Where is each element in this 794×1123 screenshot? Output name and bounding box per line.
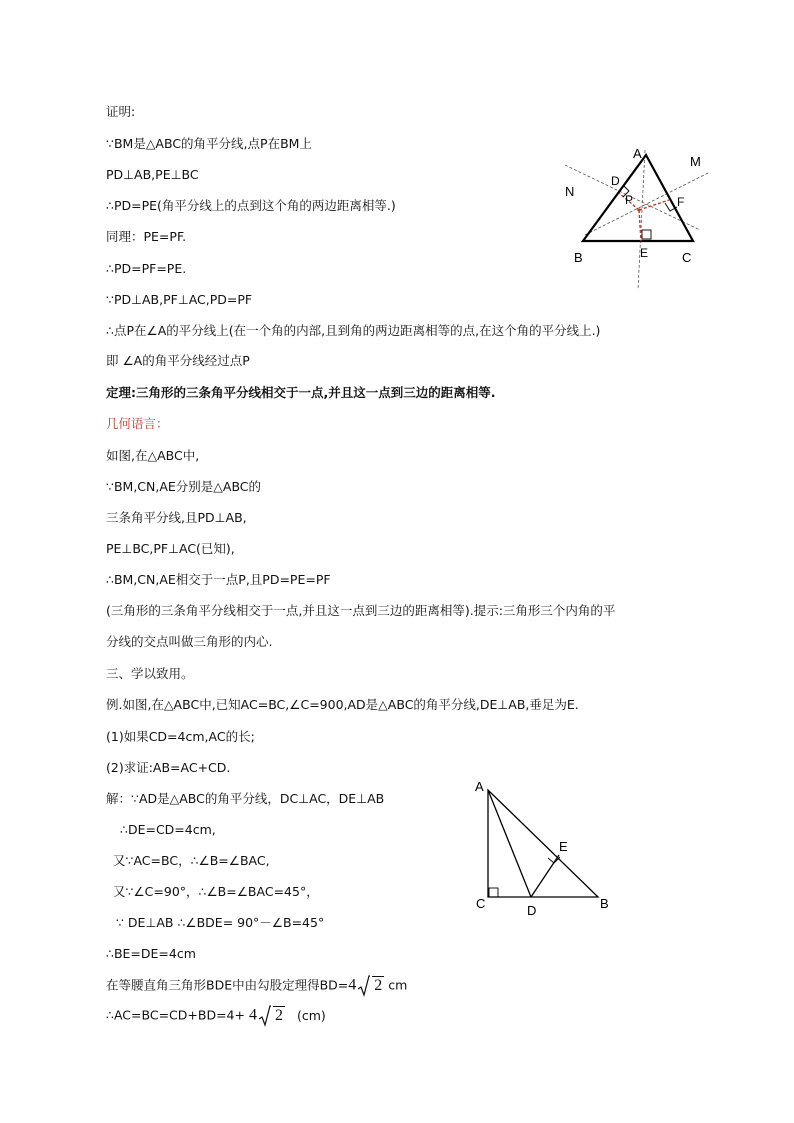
ac-coefficient: 4: [248, 1006, 257, 1024]
solution-line: 解：∵AD是△ABC的角平分线，DC⊥AC，DE⊥AB: [106, 791, 385, 806]
geometry-line: ∴BM,CN,AE相交于一点P,且PD=PE=PF: [106, 572, 331, 587]
label-e: E: [559, 839, 568, 854]
proof-line: ∴PD=PE(角平分线上的点到这个角的两边距离相等.): [106, 198, 396, 213]
label-a: A: [475, 779, 484, 794]
sqrt-symbol: [358, 975, 370, 997]
bd-radicand: 2: [374, 976, 383, 994]
solution-line: 又∵AC=BC，∴∠B=∠BAC,: [113, 853, 270, 868]
proof-line: ∴点P在∠A的平分线上(在一个角的内部,且到角的两边距离相等的点,在这个角的平分线上.): [106, 323, 601, 338]
solution-line: 又∵∠C=90°，∴∠B=∠BAC=45°，: [113, 884, 319, 899]
figure-right-triangle: [470, 775, 620, 920]
bd-coefficient: 4: [348, 976, 357, 994]
geometry-language-heading: 几何语言：: [106, 416, 169, 431]
sqrt-symbol: [259, 1005, 271, 1027]
ac-prefix: ∴AC=BC=CD+BD=4+: [106, 1007, 245, 1023]
proof-line: PD⊥AB,PE⊥BC: [106, 167, 199, 182]
label-n: N: [565, 184, 575, 199]
label-f: F: [677, 195, 685, 209]
bd-prefix: 在等腰直角三角形BDE中由勾股定理得BD=: [106, 977, 349, 993]
theorem-statement: 定理:三角形的三条角平分线相交于一点,并且这一点到三边的距离相等.: [106, 385, 496, 400]
geometry-line: (三角形的三条角平分线相交于一点,并且这一点到三边的距离相等).提示:三角形三个内角的平: [106, 603, 616, 618]
proof-title: 证明:: [106, 104, 136, 119]
label-b: B: [574, 250, 583, 265]
example-statement: 例.如图,在△ABC中,已知AC=BC,∠C=900,AD是△ABC的角平分线,DE⊥AB,垂足为E.: [106, 697, 579, 712]
bd-formula-line: [106, 975, 407, 997]
proof-line: ∵PD⊥AB,PF⊥AC,PD=PF: [106, 292, 253, 307]
label-p: P: [625, 193, 634, 207]
segment-de: [531, 855, 559, 897]
section-heading: 三、学以致用。: [106, 666, 194, 681]
geometry-line: 分线的交点叫做三角形的内心.: [106, 634, 273, 649]
solution-line: ∵ DE⊥AB ∴∠BDE= 90°－∠B=45°: [116, 915, 325, 930]
segment-ad: [488, 790, 531, 897]
proof-line: ∵BM是△ABC的角平分线,点P在BM上: [106, 136, 312, 151]
label-b: B: [600, 896, 609, 911]
geometry-line: PE⊥BC,PF⊥AC(已知),: [106, 541, 235, 556]
proof-line: 同理：PE=PF.: [106, 229, 187, 244]
right-angle-mark-c: [489, 888, 498, 897]
proof-line: ∴PD=PF=PE.: [106, 261, 187, 276]
incenter-point: [637, 208, 640, 211]
label-d: D: [527, 903, 537, 918]
geometry-line: 三条角平分线,且PD⊥AB,: [106, 510, 247, 525]
perpendicular-pf: [639, 200, 669, 210]
perpendicular-pe: [639, 210, 641, 241]
label-c: C: [682, 250, 692, 265]
solution-line: ∴BE=DE=4cm: [106, 946, 196, 961]
ac-unit: (cm): [296, 1007, 326, 1023]
question-2: (2)求证:AB=AC+CD.: [106, 760, 231, 775]
label-d: D: [611, 174, 620, 188]
label-e: E: [640, 246, 649, 260]
bd-unit: cm: [388, 977, 408, 993]
ac-radicand: 2: [274, 1006, 283, 1024]
ac-formula-line: [106, 1005, 326, 1027]
question-1: (1)如果CD=4cm,AC的长;: [106, 729, 255, 744]
solution-line: ∴DE=CD=4cm,: [120, 822, 216, 837]
figure-angle-bisectors: [545, 140, 720, 295]
proof-line: 即 ∠A的角平分线经过点P: [106, 353, 250, 368]
label-c: C: [476, 896, 486, 911]
bisector-line-ae: [638, 150, 645, 290]
right-angle-mark-e: [642, 230, 651, 239]
geometry-line: ∵BM,CN,AE分别是△ABC的: [106, 479, 262, 494]
label-m: M: [690, 154, 701, 169]
geometry-line: 如图,在△ABC中,: [106, 448, 200, 463]
triangle-acb: [488, 790, 598, 897]
label-a: A: [633, 146, 642, 161]
